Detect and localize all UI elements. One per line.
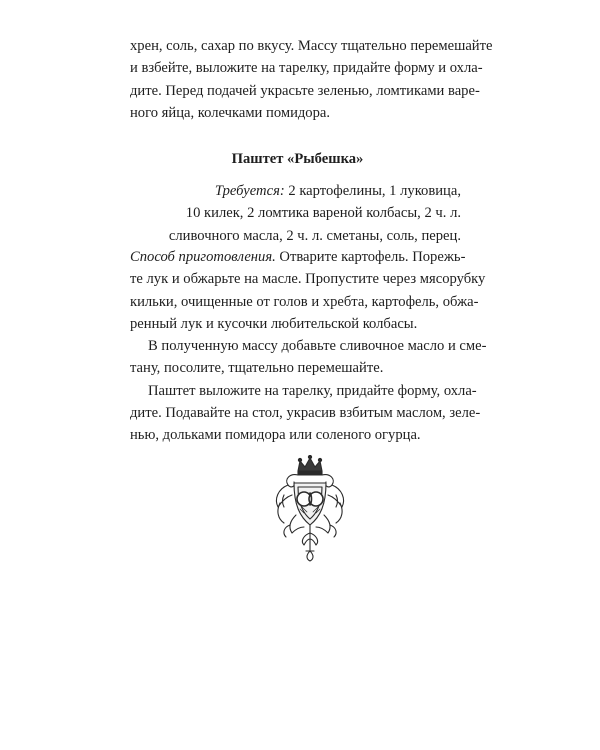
text-line: дите. Подавайте на стол, украсив взбитым маслом, зеле- <box>130 405 481 422</box>
ingredients-first-line <box>130 180 465 202</box>
text-line: сливочного масла, 2 ч. л. сметаны, соль, перец. <box>168 227 461 244</box>
text-line: кильки, очищенные от голов и хребта, картофель, обжа- <box>130 293 479 310</box>
text-line: дите. Перед подачей украсьте зеленью, ломтиками варе- <box>130 82 480 99</box>
method-block <box>130 246 487 447</box>
text-line: нью, дольками помидора или соленого огурца. <box>130 427 421 444</box>
text-line: те лук и обжарьте на масле. Пропустите через мясорубку <box>130 271 486 288</box>
text-line: тану, посолите, тщательно перемешайте. <box>130 360 384 377</box>
method-first-line <box>130 246 465 268</box>
ingredients-first-line-rest: 2 картофелины, 1 луковица, <box>284 183 461 199</box>
text-line: 10 килек, 2 ломтика вареной колбасы, 2 ч. л. <box>185 205 461 222</box>
text-line: и взбейте, выложите на тарелку, придайте форму и охла- <box>130 60 483 77</box>
method-label: Способ приготовления. <box>130 249 276 265</box>
ingredients-label: Требуется: <box>214 183 285 199</box>
ingredients-block <box>130 180 465 247</box>
crown-crest-ornament-icon <box>270 455 350 565</box>
text-line: ного яйца, колечками помидора. <box>130 104 331 121</box>
text-line: хрен, соль, сахар по вкусу. Массу тщательно перемешайте <box>130 38 493 54</box>
text-line: В полученную массу добавьте сливочное масло и сме- <box>148 338 487 355</box>
method-first-line-rest: Отварите картофель. Порежь- <box>275 249 466 265</box>
text-line: Паштет выложите на тарелку, придайте форму, охла- <box>148 382 477 399</box>
text-line: ренный лук и кусочки любительской колбасы. <box>130 315 418 332</box>
recipe-title: Паштет «Рыбешка» <box>231 151 364 167</box>
intro-paragraph <box>130 35 493 124</box>
